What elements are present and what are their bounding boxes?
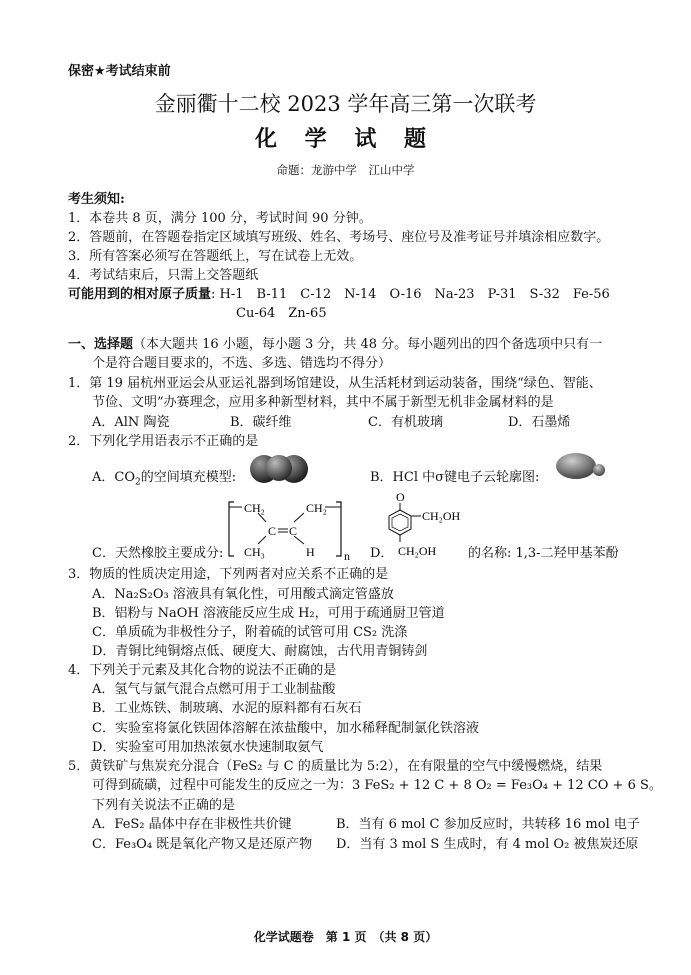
rubber-c2: C [289, 524, 298, 538]
phenol-o: O [396, 490, 405, 504]
rubber-ch3: CH₃ [244, 545, 265, 559]
q5-stem-3: 下列有关说法不正确的是 [92, 798, 236, 813]
q3-option-d: D．青铜比纯铜熔点低、硬度大、耐腐蚀，古代用青铜铸剑 [92, 644, 428, 659]
rubber-ch2-left: CH₂ [244, 501, 265, 515]
section-desc: （本大题共 16 小题，每小题 3 分，共 48 分。每小题列出的四个备选项中只有一 [133, 337, 603, 352]
q4-stem: 4．下列关于元素及其化合物的说法不正确的是 [68, 663, 337, 678]
q4-option-c: C．实验室将氯化铁固体溶解在浓盐酸中，加水稀释配制氯化铁溶液 [92, 721, 479, 736]
q5-option-b: B．当有 6 mol C 参加反应时，共转移 16 mol 电子 [336, 817, 640, 832]
q2-option-c: C．天然橡胶主要成分: [92, 546, 224, 561]
atomic-mass-label: 可能用到的相对原子质量 [68, 287, 212, 302]
q5-option-c: C．Fe₃O₄ 既是氧化产物又是还原产物 [92, 837, 313, 852]
page-footer: 化学试题卷 第 1 页 （共 8 页） [253, 930, 438, 944]
rubber-c1: C [268, 524, 277, 538]
notice-item-4: 4．考试结束后，只需上交答题纸 [68, 268, 259, 283]
q5-stem-2: 可得到硫磺，过程中可能发生的反应之一为：3 FeS₂ + 12 C + 8 O₂ = Fe₃O₄ + 12 CO + 6 S。 [92, 778, 662, 793]
q3-stem: 3．物质的性质决定用途，下列两者对应关系不正确的是 [68, 567, 389, 582]
authors-line: 命题：龙游中学 江山中学 [276, 163, 415, 177]
q3-option-a: A．Na₂S₂O₃ 溶液具有氧化性，可用酸式滴定管盛放 [92, 587, 394, 602]
q2-option-b: B．HCl 中σ键电子云轮廓图: [370, 470, 540, 485]
notice-item-2: 2．答题前，在答题卷指定区域填写班级、姓名、考场号、座位号及准考证号并填涂相应数字。 [68, 230, 610, 245]
section-title: 一、选择题 [68, 337, 134, 352]
q1-option-b: B．碳纤维 [230, 415, 292, 430]
q5-option-a: A．FeS₂ 晶体中存在非极性共价键 [92, 817, 292, 832]
phenol-ch2oh-1: CH₂OH [422, 509, 461, 523]
exam-title: 金丽衢十二校 2023 学年高三第一次联考 [154, 92, 537, 116]
rubber-ch2-right: CH₂ [306, 501, 327, 515]
q1-stem-1: 1．第 19 届杭州亚运会从亚运礼器到场馆建设，从生活耗材到运动装备，围绕“绿色、智能、 [68, 376, 602, 391]
rubber-h: H [306, 545, 315, 559]
co2-space-filling-model [248, 448, 310, 488]
section-heading [68, 336, 602, 353]
hcl-sigma-bond-cloud [554, 450, 610, 486]
notice-item-1: 1．本卷共 8 页，满分 100 分，考试时间 90 分钟。 [68, 211, 372, 226]
confidential-mark: 保密★考试结束前 [68, 64, 171, 79]
section-desc-2: 个是符合题目要求的，不选、多选、错选均不得分） [92, 356, 392, 371]
rubber-n: n [344, 549, 350, 562]
q1-stem-2: 节俭、文明”办赛理念，应用多种新型材料，其中不属于新型无机非金属材料的是 [92, 395, 554, 410]
q4-option-a: A．氢气与氯气混合点燃可用于工业制盐酸 [92, 682, 336, 697]
atomic-mass-line [68, 286, 610, 303]
q3-option-b: B．铝粉与 NaOH 溶液能反应生成 H₂，可用于疏通厨卫管道 [92, 606, 445, 621]
q2-option-d-label: D． [370, 546, 394, 561]
phenol-ch2oh-2: CH₂OH [398, 544, 437, 558]
q5-stem-1: 5．黄铁矿与焦炭充分混合（FeS₂ 与 C 的质量比为 5:2），在有限量的空气中缓慢燃烧，结果 [68, 759, 603, 774]
q2-option-d-text: 的名称: 1,3-二羟甲基苯酚 [468, 546, 619, 561]
q4-option-b: B．工业炼铁、制玻璃、水泥的原料都有石灰石 [92, 701, 362, 716]
q2-stem: 2．下列化学用语表示不正确的是 [68, 434, 259, 449]
q1-option-d: D．石墨烯 [508, 415, 571, 430]
notice-heading: 考生须知: [68, 192, 125, 207]
q2-option-a: A．$CO_2$的空间填充模型: [92, 470, 237, 488]
subject-title: 化 学 试 题 [255, 126, 436, 152]
notice-item-3: 3．所有答案必须写在答题纸上，写在试卷上无效。 [68, 249, 363, 264]
rubber-structure [228, 494, 358, 562]
q1-option-c: C．有机玻璃 [368, 415, 443, 430]
q1-option-a: A．AlN 陶瓷 [92, 415, 170, 430]
atomic-mass-values-2: Cu-64 Zn-65 [236, 306, 327, 321]
q4-option-d: D．实验室可用加热浓氨水快速制取氨气 [92, 740, 324, 755]
atomic-mass-values: : H-1 B-11 C-12 N-14 O-16 Na-23 P-31 S-32 Fe-56 [211, 287, 610, 302]
q3-option-c: C．单质硫为非极性分子，附着硫的试管可用 CS₂ 洗涤 [92, 625, 408, 640]
q5-option-d: D．当有 3 mol S 生成时，有 4 mol O₂ 被焦炭还原 [336, 837, 639, 852]
